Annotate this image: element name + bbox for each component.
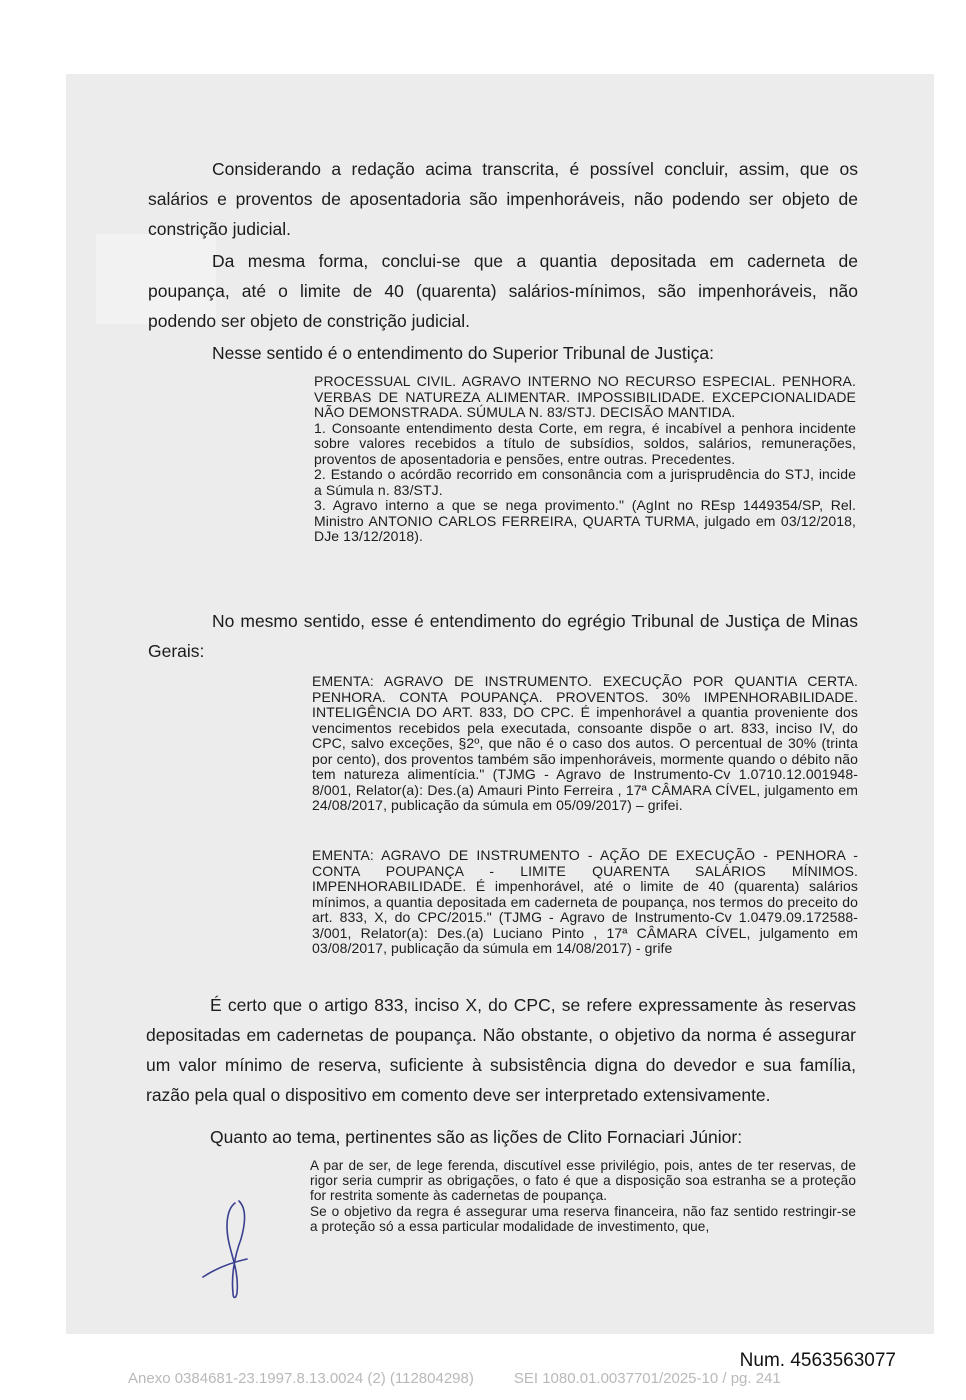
tjmg-quote-1: EMENTA: AGRAVO DE INSTRUMENTO. EXECUÇÃO POR QUANTIA CERTA. PENHORA. CONTA POUPANÇA. PROVENTOS. 30% IMPENHORABILIDADE. INTELIGÊNCIA DO ART. 833, DO CPC. É impenhorável a quantia proveniente dos vencimentos recebidos pela executada, consoante dispõe o art. 833, inciso IV, do CPC, salvo exceções, §2º, que não é o caso dos autos. O percentual de 30% (trinta por cento), dos proventos também são impenhoráveis, mormente quando o débito não tem natureza alimentícia." (TJMG - Agravo de Instrumento-Cv 1.0710.12.001948-8/001, Relator(a): Des.(a) Amauri Pinto Ferreira , 17ª CÂMARA CÍVEL, julgamento em 24/08/2017, publicação da súmula em 05/09/2017) – grifei. [312,673,858,813]
scanned-page [66,74,934,1334]
paragraph-1: Considerando a redação acima transcrita, é possível concluir, assim, que os salários e proventos de aposentadoria são impenhoráveis, não podendo ser objeto de constrição judicial. [148,159,858,239]
stj-quote-item-3: 3. Agravo interno a que se nega provimento." (AgInt no REsp 1449354/SP, Rel. Ministro ANTONIO CARLOS FERREIRA, QUARTA TURMA, julgado em 03/12/2018, DJe 13/12/2018). [314,497,856,544]
clito-quote-2: Se o objetivo da regra é assegurar uma reserva financeira, não faz sentido restringir-se a proteção só a essa particular modalidade de investimento, que, [310,1203,856,1234]
document-number: Num. 4563563077 [739,1350,896,1371]
paragraph-2: Da mesma forma, conclui-se que a quantia depositada em caderneta de poupança, até o limite de 40 (quarenta) salários-mínimos, são impenhoráveis, não podendo ser objeto de constrição judicial. [148,251,858,331]
clito-quote-1: A par de ser, de lege ferenda, discutível esse privilégio, pois, antes de ter reservas, de rigor seria cumprir as obrigações, o fato é que a disposição soa estranha se a proteção for restrita somente às cadernetas de poupança. [310,1158,856,1204]
paragraph-6: Quanto ao tema, pertinentes são as lições de Clito Fornaciari Júnior: [210,1127,743,1147]
sei-reference: SEI 1080.01.0037701/2025-10 / pg. 241 [513,1370,781,1387]
paragraph-5: É certo que o artigo 833, inciso X, do CPC, se refere expressamente às reservas depositadas em cadernetas de poupança. Não obstante, o objetivo da norma é assegurar um valor mínimo de reserva, suficiente à subsistência digna do devedor e sua família, razão pela qual o dispositivo em comento deve ser interpretado extensivamente. [146,995,856,1105]
annex-reference: Anexo 0384681-23.1997.8.13.0024 (2) (112804298) [128,1370,474,1387]
stj-quote [314,374,856,545]
paragraph-3: Nesse sentido é o entendimento do Superior Tribunal de Justiça: [212,343,714,363]
tjmg-quote-2: EMENTA: AGRAVO DE INSTRUMENTO - AÇÃO DE EXECUÇÃO - PENHORA - CONTA POUPANÇA - LIMITE QUARENTA SALÁRIOS MÍNIMOS. IMPENHORABILIDADE. É impenhorável, até o limite de 40 (quarenta) salários mínimos, a quantia depositada em caderneta de poupança, nos termos do preceito do art. 833, X, do CPC/2015." (TJMG - Agravo de Instrumento-Cv 1.0479.09.172588-3/001, Relator(a): Des.(a) Luciano Pinto , 17ª CÂMARA CÍVEL, julgamento em 03/08/2017, publicação da súmula em 14/08/2017) - grife [312,847,858,956]
annex-footer [128,1370,781,1387]
stj-quote-item-1: 1. Consoante entendimento desta Corte, em regra, é incabível a penhora incidente sobre valores recebidos a título de subsídios, soldos, salários, remunerações, proventos de aposentadoria e pensões, entre outras. Precedentes. [314,419,856,467]
clito-quote [310,1158,856,1234]
stj-quote-item-2: 2. Estando o acórdão recorrido em consonância com a jurisprudência do STJ, incide a Súmula n. 83/STJ. [314,466,856,498]
handwritten-signature [195,1195,265,1305]
paragraph-4: No mesmo sentido, esse é entendimento do egrégio Tribunal de Justiça de Minas Gerais: [148,611,858,661]
stj-quote-header: PROCESSUAL CIVIL. AGRAVO INTERNO NO RECURSO ESPECIAL. PENHORA. VERBAS DE NATUREZA ALIMENTAR. IMPOSSIBILIDADE. EXCEPCIONALIDADE NÃO DEMONSTRADA. SÚMULA N. 83/STJ. DECISÃO MANTIDA. [314,373,856,420]
